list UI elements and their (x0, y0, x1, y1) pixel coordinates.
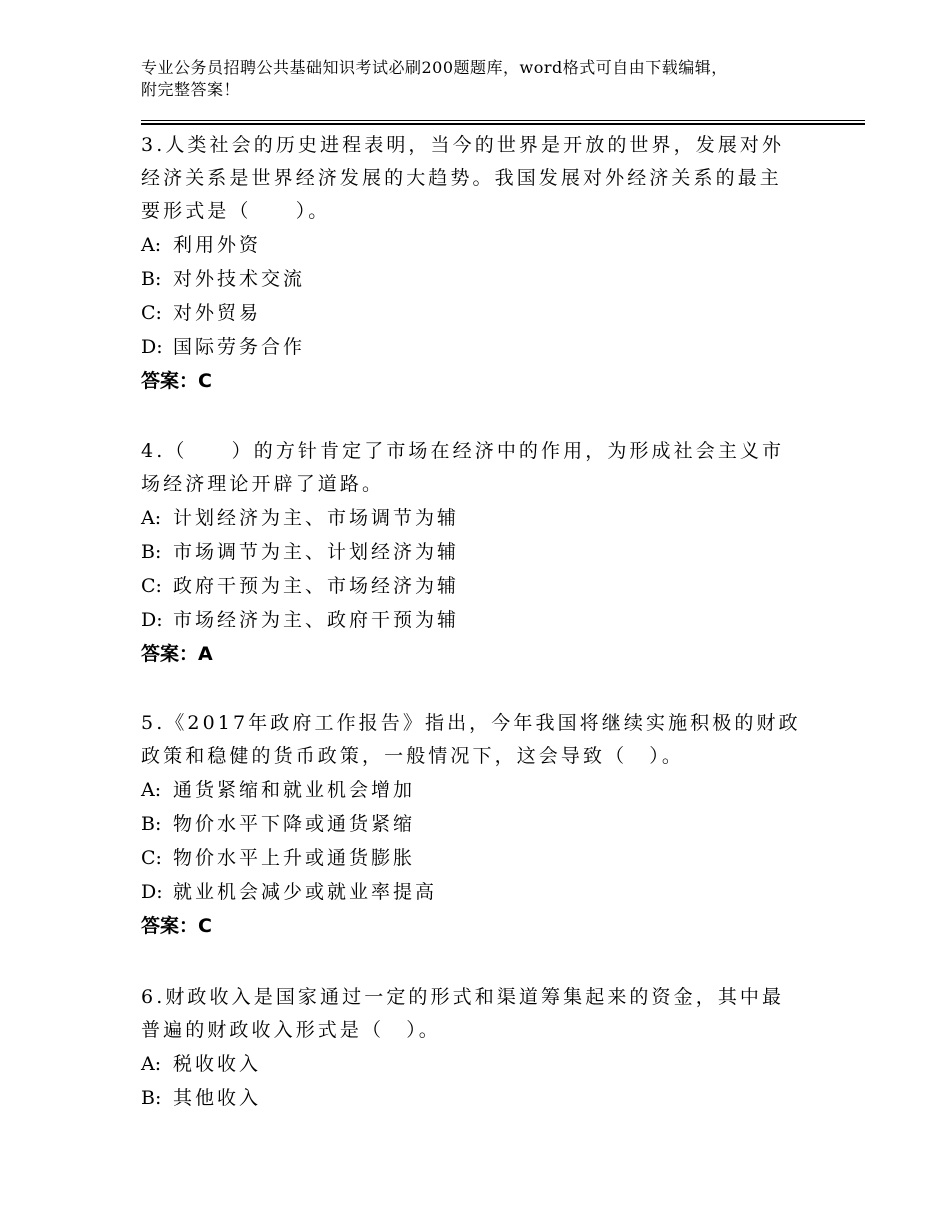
option-d: D: 市场经济为主、政府干预为辅 (141, 609, 460, 631)
option-a: A: 税收收入 (141, 1053, 262, 1075)
question-6 (141, 981, 801, 1115)
answer: 答案：A (141, 643, 213, 665)
option-d: D: 就业机会减少或就业率提高 (141, 881, 438, 903)
question-4 (141, 435, 801, 671)
answer: 答案：C (141, 915, 212, 937)
header-divider-thick (141, 123, 865, 125)
option-c: C: 物价水平上升或通货膨胀 (141, 847, 416, 869)
option-d: D: 国际劳务合作 (141, 336, 306, 358)
answer: 答案：C (141, 370, 212, 392)
option-c: C: 政府干预为主、市场经济为辅 (141, 575, 460, 597)
header-line-1: 专业公务员招聘公共基础知识考试必刷200题题库，word格式可自由下载编辑， (141, 58, 728, 77)
question-stem: 5.《2017年政府工作报告》指出，今年我国将继续实施积极的财政政策和稳健的货币政策，一般情况下，这会导致（ ）。 (141, 712, 801, 767)
option-a: A: 利用外资 (141, 234, 262, 256)
option-b: B: 其他收入 (141, 1087, 262, 1109)
option-c: C: 对外贸易 (141, 302, 262, 324)
header-line-2: 附完整答案！ (141, 80, 241, 99)
option-b: B: 对外技术交流 (141, 268, 306, 290)
header-divider-thin (141, 120, 865, 121)
question-3 (141, 129, 801, 398)
document-header (141, 57, 821, 101)
option-a: A: 通货紧缩和就业机会增加 (141, 779, 416, 801)
question-stem: 3.人类社会的历史进程表明，当今的世界是开放的世界，发展对外经济关系是世界经济发展的大趋势。我国发展对外经济关系的最主要形式是（ ）。 (141, 134, 785, 222)
option-b: B: 市场调节为主、计划经济为辅 (141, 541, 460, 563)
option-a: A: 计划经济为主、市场调节为辅 (141, 507, 460, 529)
question-stem: 6.财政收入是国家通过一定的形式和渠道筹集起来的资金，其中最普遍的财政收入形式是（ ）。 (141, 986, 785, 1041)
question-stem: 4.（ ）的方针肯定了市场在经济中的作用，为形成社会主义市场经济理论开辟了道路。 (141, 440, 785, 495)
option-b: B: 物价水平下降或通货紧缩 (141, 813, 416, 835)
question-5 (141, 707, 801, 943)
